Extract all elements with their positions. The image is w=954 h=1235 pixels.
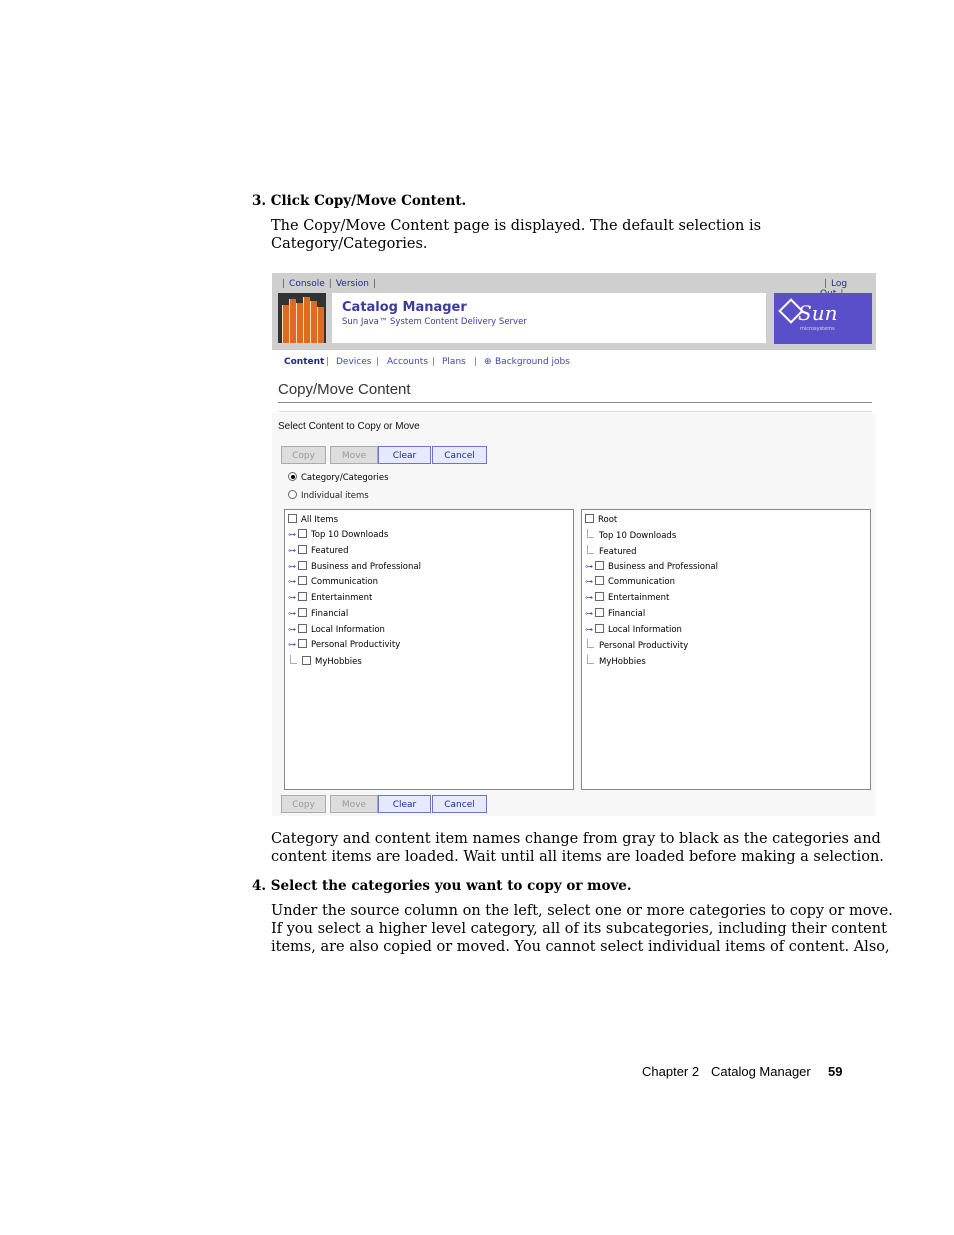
tab-accounts[interactable]: Accounts	[387, 357, 429, 367]
list-item[interactable]	[585, 655, 646, 667]
checkbox-icon[interactable]	[298, 639, 307, 648]
checkbox-icon[interactable]	[595, 576, 604, 585]
move-button-bottom[interactable]: Move	[330, 795, 378, 813]
list-item[interactable]	[288, 655, 362, 667]
expand-key-icon[interactable]: ⊶	[288, 609, 296, 618]
tree-label: Entertainment	[608, 593, 670, 603]
tree-label: All Items	[301, 515, 339, 525]
nav-tabs: Content | Devices | Accounts | Plans | ⊕ Background jobs	[284, 357, 570, 367]
radio-category-label: Category/Categories	[301, 473, 389, 483]
tree-root-all-items[interactable]	[288, 514, 338, 525]
tree-label: Personal Productivity	[311, 640, 401, 650]
clear-button-bottom[interactable]: Clear	[378, 795, 431, 813]
step-3-heading: 3. Click Copy/Move Content.	[252, 193, 467, 209]
list-item[interactable]	[585, 624, 682, 635]
tree-label: Communication	[608, 577, 675, 587]
checkbox-icon[interactable]	[585, 514, 594, 523]
checkbox-icon[interactable]	[298, 592, 307, 601]
tree-root[interactable]	[585, 514, 617, 525]
checkbox-icon[interactable]	[595, 561, 604, 570]
step-4-heading: 4. Select the categories you want to copy or move.	[252, 878, 632, 894]
radio-selected-icon	[288, 472, 297, 481]
destination-tree-panel	[581, 509, 871, 790]
brand-title: Catalog Manager	[342, 300, 467, 315]
tree-branch-line	[587, 529, 594, 538]
tree-label: Root	[598, 515, 618, 525]
tab-background-jobs[interactable]: Background jobs	[495, 357, 570, 367]
checkbox-icon[interactable]	[298, 624, 307, 633]
tab-plans[interactable]: Plans	[442, 357, 466, 367]
books-image	[278, 293, 326, 343]
list-item[interactable]	[288, 608, 348, 619]
version-link[interactable]: Version	[335, 279, 369, 289]
logout-link[interactable]: Log	[831, 279, 848, 289]
list-item[interactable]	[585, 561, 718, 572]
copy-button-top[interactable]: Copy	[281, 446, 326, 464]
tree-label: Top 10 Downloads	[599, 531, 677, 541]
tree-label: MyHobbies	[315, 657, 362, 667]
list-item[interactable]	[288, 624, 385, 635]
tree-label: Financial	[311, 609, 349, 619]
step-3-text-line-1: The Copy/Move Content page is displayed. The default selection is	[271, 218, 762, 234]
sun-logo-small-text: microsystems	[800, 326, 835, 332]
checkbox-icon[interactable]	[288, 514, 297, 523]
tree-branch-line	[587, 639, 594, 648]
expand-key-icon[interactable]: ⊶	[585, 593, 593, 602]
step-4-text-line-3: items, are also copied or moved. You cannot select individual items of content. Also,	[271, 939, 890, 955]
tree-label: Entertainment	[311, 593, 373, 603]
tab-content[interactable]: Content	[284, 357, 325, 367]
tab-devices[interactable]: Devices	[336, 357, 372, 367]
step-4-text-line-1: Under the source column on the left, select one or more categories to copy or move.	[271, 903, 893, 919]
brand-subtitle: Sun Java™ System Content Delivery Server	[342, 317, 527, 327]
list-item[interactable]	[288, 592, 372, 603]
radio-unselected-icon	[288, 490, 297, 499]
footer-title: Catalog Manager	[711, 1064, 811, 1079]
tree-label: Personal Productivity	[599, 641, 689, 651]
checkbox-icon[interactable]	[298, 545, 307, 554]
move-button-top[interactable]: Move	[330, 446, 378, 464]
globe-icon: ⊕	[484, 357, 492, 367]
list-item[interactable]	[585, 608, 645, 619]
expand-key-icon[interactable]: ⊶	[585, 609, 593, 618]
checkbox-icon[interactable]	[298, 576, 307, 585]
tree-label: Financial	[608, 609, 646, 619]
footer-chapter: Chapter 2	[642, 1064, 700, 1079]
expand-key-icon[interactable]: ⊶	[288, 593, 296, 602]
list-item[interactable]	[585, 529, 676, 541]
tree-label: Local Information	[311, 625, 385, 635]
list-item[interactable]	[585, 545, 637, 557]
tree-label: Business and Professional	[311, 562, 421, 572]
checkbox-icon[interactable]	[595, 624, 604, 633]
tree-label: Local Information	[608, 625, 682, 635]
checkbox-icon[interactable]	[302, 656, 311, 665]
step-3-text-line-2: Category/Categories.	[271, 236, 428, 252]
expand-key-icon[interactable]: ⊶	[288, 530, 296, 539]
radio-category[interactable]	[288, 472, 389, 483]
sun-logo	[774, 293, 872, 344]
after-text-line-1: Category and content item names change from gray to black as the categories and	[271, 831, 881, 847]
expand-key-icon[interactable]: ⊶	[585, 562, 593, 571]
copy-button-bottom[interactable]: Copy	[281, 795, 326, 813]
list-item[interactable]	[288, 561, 421, 572]
expand-key-icon[interactable]: ⊶	[288, 640, 296, 649]
expand-key-icon[interactable]: ⊶	[288, 625, 296, 634]
page-number: 59	[828, 1064, 843, 1079]
tree-label: Featured	[599, 547, 637, 557]
console-link[interactable]: Console	[289, 279, 325, 289]
sun-logo-text: Sun	[798, 301, 838, 325]
app-screenshot	[272, 273, 876, 816]
list-item[interactable]	[585, 576, 675, 587]
list-item[interactable]	[585, 639, 688, 651]
tree-label: MyHobbies	[599, 657, 646, 667]
masthead	[272, 273, 876, 350]
section-title: Select Content to Copy or Move	[278, 421, 420, 432]
tree-label: Featured	[311, 546, 349, 556]
expand-key-icon[interactable]: ⊶	[585, 577, 593, 586]
expand-key-icon[interactable]: ⊶	[288, 546, 296, 555]
checkbox-icon[interactable]	[595, 608, 604, 617]
cancel-button-top[interactable]: Cancel	[432, 446, 487, 464]
checkbox-icon[interactable]	[595, 592, 604, 601]
list-item[interactable]	[288, 529, 388, 540]
step-4-text-line-2: If you select a higher level category, all of its subcategories, including their content	[271, 921, 887, 937]
list-item[interactable]	[288, 576, 378, 587]
mast-right-links: | Log	[820, 279, 876, 299]
list-item[interactable]	[288, 545, 349, 556]
clear-button-top[interactable]: Clear	[378, 446, 431, 464]
after-text-line-2: content items are loaded. Wait until all items are loaded before making a selection.	[271, 849, 884, 865]
radio-individual-label: Individual items	[301, 491, 369, 501]
checkbox-icon[interactable]	[298, 608, 307, 617]
cancel-button-bottom[interactable]: Cancel	[432, 795, 487, 813]
mast-left-links: | Console | Version |	[282, 279, 376, 289]
tree-label: Top 10 Downloads	[311, 530, 389, 540]
radio-individual[interactable]	[288, 490, 369, 501]
list-item[interactable]	[585, 592, 669, 603]
tree-branch-line	[587, 545, 594, 554]
list-item[interactable]	[288, 639, 400, 650]
brand-panel	[332, 293, 766, 343]
expand-key-icon[interactable]: ⊶	[288, 577, 296, 586]
checkbox-icon[interactable]	[298, 529, 307, 538]
page-title: Copy/Move Content	[278, 381, 411, 398]
source-tree-panel	[284, 509, 574, 790]
tree-branch-line	[290, 655, 297, 664]
tree-label: Communication	[311, 577, 378, 587]
tree-branch-line	[587, 655, 594, 664]
title-divider	[278, 402, 872, 403]
checkbox-icon[interactable]	[298, 561, 307, 570]
tree-label: Business and Professional	[608, 562, 718, 572]
expand-key-icon[interactable]: ⊶	[585, 625, 593, 634]
title-divider-light	[278, 411, 872, 412]
expand-key-icon[interactable]: ⊶	[288, 562, 296, 571]
